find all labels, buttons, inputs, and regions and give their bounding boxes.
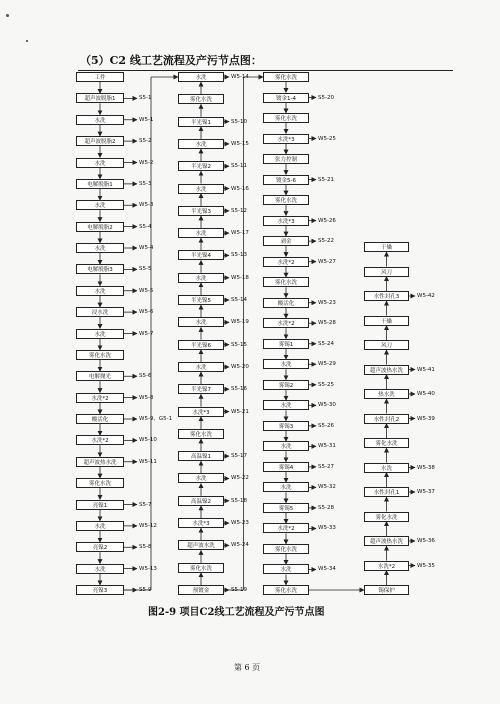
pollutant-label: S5-2 xyxy=(139,138,152,145)
pollutant-label: S5-26 xyxy=(318,422,334,429)
process-step: 酸活化 xyxy=(76,414,124,424)
process-step: 雾锡3 xyxy=(263,421,309,431)
process-step: 雾锡5 xyxy=(263,503,309,513)
pollutant-label: W5-18 xyxy=(231,274,249,281)
process-step: 电解脱脂2 xyxy=(76,222,124,232)
pollutant-label: S5-27 xyxy=(318,463,334,470)
pollutant-label: S5-19 xyxy=(231,587,247,593)
process-step: 水洗 xyxy=(76,564,124,574)
process-step: 水洗 xyxy=(364,463,409,473)
pollutant-label: W5-38 xyxy=(417,464,435,471)
pollutant-label: W5-31 xyxy=(318,443,336,450)
process-step: 锡保护 xyxy=(364,585,409,595)
pollutant-label: S5-16 xyxy=(231,386,247,393)
pollutant-label: W5-6 xyxy=(139,309,154,316)
process-step: 水洗 xyxy=(263,359,309,369)
process-step: 热水洗 xyxy=(364,389,409,399)
process-step: 水洗 xyxy=(76,200,124,210)
pollutant-label: S5-11 xyxy=(231,163,247,170)
pollutant-label: S5-13 xyxy=(231,252,247,259)
pollutant-label: W5-36 xyxy=(417,538,435,544)
process-step: 水洗*3 xyxy=(263,134,309,144)
pollutant-label: W5-9、G5-1 xyxy=(139,416,173,422)
pollutant-label: W5-22 xyxy=(231,475,249,482)
pollutant-label: W5-41 xyxy=(417,366,435,373)
process-step: 雾化水洗 xyxy=(364,512,409,522)
process-step: 亮镍3 xyxy=(76,585,124,595)
pollutant-label: S5-24 xyxy=(318,340,334,347)
process-step: 雾化水洗 xyxy=(178,94,224,104)
process-step: 超声波热水洗 xyxy=(364,365,409,375)
process-step: 水洗 xyxy=(178,473,224,483)
process-step: 水洗 xyxy=(178,228,224,238)
pollutant-label: W5-19 xyxy=(231,319,249,326)
process-step: 雾锡1 xyxy=(263,339,309,349)
pollutant-label: W5-23 xyxy=(231,520,249,527)
pollutant-label: W5-1 xyxy=(139,116,154,123)
process-step: 工件 xyxy=(76,72,124,82)
process-step: 张力控制 xyxy=(263,154,309,164)
pollutant-label: W5-39 xyxy=(417,415,435,422)
process-step: 高温镍1 xyxy=(178,451,224,461)
pollutant-label: W5-12 xyxy=(139,522,157,529)
process-step: 雾化水洗 xyxy=(76,478,124,488)
pollutant-label: W5-2 xyxy=(139,159,154,166)
process-step: 半光镍1 xyxy=(178,117,224,127)
pollutant-label: W5-5 xyxy=(139,287,154,294)
pollutant-label: W5-27 xyxy=(318,258,336,265)
pollutant-label: W5-34 xyxy=(318,566,336,573)
pollutant-label: W5-23 xyxy=(318,299,336,306)
pollutant-label: S5-28 xyxy=(318,504,334,511)
figure-caption: 图2-9 项目C2线工艺流程及产污节点图 xyxy=(148,607,325,618)
pollutant-label: W5-26 xyxy=(318,217,336,224)
pollutant-label: W5-40 xyxy=(417,391,435,397)
process-step: 水洗 xyxy=(178,362,224,372)
process-step: 高温镍2 xyxy=(178,496,224,506)
process-step: 水洗*2 xyxy=(263,318,309,328)
pollutant-label: S5-12 xyxy=(231,207,247,214)
pollutant-label: W5-24 xyxy=(231,542,249,549)
process-step: 超声波热水洗 xyxy=(364,536,409,546)
pollutant-label: W5-16 xyxy=(231,185,249,192)
process-step: 风刀 xyxy=(364,340,409,350)
process-step: 水性封孔2 xyxy=(364,414,409,424)
process-step: 雾化水洗 xyxy=(263,113,309,123)
process-step: 超声波脱脂2 xyxy=(76,136,124,146)
process-step: 水洗 xyxy=(178,317,224,327)
process-step: 水洗 xyxy=(178,139,224,149)
process-step: 干燥 xyxy=(364,242,409,252)
process-step: 水洗*2 xyxy=(76,393,124,403)
pollutant-label: S5-22 xyxy=(318,238,334,245)
pollutant-label: W5-14 xyxy=(231,74,249,80)
process-step: 电解脱脂1 xyxy=(76,179,124,189)
pollutant-label: S5-20 xyxy=(318,94,334,101)
pollutant-label: S5-6 xyxy=(139,373,152,380)
process-step: 雾锡4 xyxy=(263,462,309,472)
process-step: 半光镍2 xyxy=(178,161,224,171)
pollutant-label: W5-11 xyxy=(139,458,157,465)
process-step: 水洗 xyxy=(76,158,124,168)
pollutant-label: S5-17 xyxy=(231,453,247,460)
pollutant-label: S5-4 xyxy=(139,223,152,230)
pollutant-label: W5-13 xyxy=(139,565,157,572)
pollutant-label: W5-3 xyxy=(139,202,154,209)
pollutant-label: S5-3 xyxy=(139,180,152,187)
process-step: 超声波水洗 xyxy=(178,540,224,550)
process-step: 雾化水洗 xyxy=(263,195,309,205)
process-step: 水洗 xyxy=(76,329,124,339)
pollutant-label: W5-17 xyxy=(231,230,249,237)
process-step: 水性封孔1 xyxy=(364,487,409,497)
process-step: 雾化水洗 xyxy=(178,563,224,573)
process-step: 雾化水洗 xyxy=(76,350,124,360)
pollutant-label: S5-15 xyxy=(231,341,247,348)
process-step: 剥金 xyxy=(263,236,309,246)
process-step: 雾化水洗 xyxy=(263,585,309,595)
pollutant-label: W5-33 xyxy=(318,525,336,532)
process-step: 半光镍3 xyxy=(178,206,224,216)
pollutant-label: W5-21 xyxy=(231,408,249,415)
process-step: 半光镍5 xyxy=(178,295,224,305)
process-step: 水洗*3 xyxy=(178,407,224,417)
process-step: 水洗 xyxy=(178,184,224,194)
process-step: 水洗*2 xyxy=(263,523,309,533)
pollutant-label: W5-8 xyxy=(139,394,154,401)
process-step: 镀金5-6 xyxy=(263,175,309,185)
pollutant-label: S5-10 xyxy=(231,118,247,125)
process-step: 干燥 xyxy=(364,316,409,326)
process-step: 雾锡2 xyxy=(263,380,309,390)
pollutant-label: W5-7 xyxy=(139,330,154,337)
process-step: 半光镍7 xyxy=(178,384,224,394)
process-step: 水洗 xyxy=(263,482,309,492)
pollutant-label: S5-9 xyxy=(139,587,152,593)
pollutant-label: W5-32 xyxy=(318,484,336,491)
process-step: 水洗*2 xyxy=(76,435,124,445)
process-step: 水洗 xyxy=(263,441,309,451)
process-step: 水洗*3 xyxy=(263,216,309,226)
pollutant-label: W5-30 xyxy=(318,402,336,409)
pollutant-label: W5-25 xyxy=(318,135,336,142)
pollutant-label: W5-10 xyxy=(139,437,157,444)
process-step: 预镀金 xyxy=(178,585,224,595)
process-step: 镀金1-4 xyxy=(263,93,309,103)
process-step: 水洗 xyxy=(76,115,124,125)
pollutant-label: W5-35 xyxy=(417,562,435,569)
pollutant-label: S5-21 xyxy=(318,176,334,183)
process-step: 水洗*3 xyxy=(178,518,224,528)
pollutant-label: S5-8 xyxy=(139,544,152,551)
pollutant-label: S5-7 xyxy=(139,501,152,508)
pollutant-label: S5-18 xyxy=(231,497,247,504)
process-step: 风刀 xyxy=(364,267,409,277)
process-step: 雾化水洗 xyxy=(178,429,224,439)
process-step: 水洗 xyxy=(263,564,309,574)
process-step: 水洗 xyxy=(76,521,124,531)
process-step: 电解抛光 xyxy=(76,371,124,381)
pollutant-label: W5-37 xyxy=(417,489,435,495)
process-step: 水性封孔3 xyxy=(364,291,409,301)
process-step: 浸水洗 xyxy=(76,307,124,317)
pollutant-label: S5-14 xyxy=(231,297,247,304)
process-step: 水洗*2 xyxy=(364,561,409,571)
process-step: 亮镍1 xyxy=(76,500,124,510)
process-step: 酸活化 xyxy=(263,298,309,308)
process-step: 超声波热水洗 xyxy=(76,457,124,467)
process-step: 超声波脱脂1 xyxy=(76,93,124,103)
section-heading: （5）C2 线工艺流程及产污节点图： xyxy=(80,54,262,67)
process-step: 雾化水洗 xyxy=(364,438,409,448)
process-step: 半光镍6 xyxy=(178,340,224,350)
process-step: 水洗 xyxy=(76,243,124,253)
pollutant-label: W5-28 xyxy=(318,320,336,327)
pollutant-label: W5-15 xyxy=(231,140,249,147)
process-step: 水洗*2 xyxy=(263,257,309,267)
page-number: 第 6 页 xyxy=(234,663,261,672)
process-step: 雾化水洗 xyxy=(263,277,309,287)
process-step: 电解脱脂3 xyxy=(76,264,124,274)
process-step: 水洗 xyxy=(263,400,309,410)
process-step: 雾化水洗 xyxy=(263,72,309,82)
pollutant-label: W5-4 xyxy=(139,245,154,251)
pollutant-label: S5-1 xyxy=(139,95,152,102)
process-step: 水洗 xyxy=(76,286,124,296)
pollutant-label: W5-20 xyxy=(231,363,249,370)
pollutant-label: W5-42 xyxy=(417,293,435,299)
pollutant-label: W5-29 xyxy=(318,361,336,368)
process-step: 半光镍4 xyxy=(178,250,224,260)
pollutant-label: S5-5 xyxy=(139,266,152,273)
process-step: 亮镍2 xyxy=(76,542,124,552)
process-step: 水洗 xyxy=(178,72,224,82)
pollutant-label: S5-25 xyxy=(318,381,334,388)
process-step: 雾化水洗 xyxy=(263,544,309,554)
process-step: 水洗 xyxy=(178,273,224,283)
